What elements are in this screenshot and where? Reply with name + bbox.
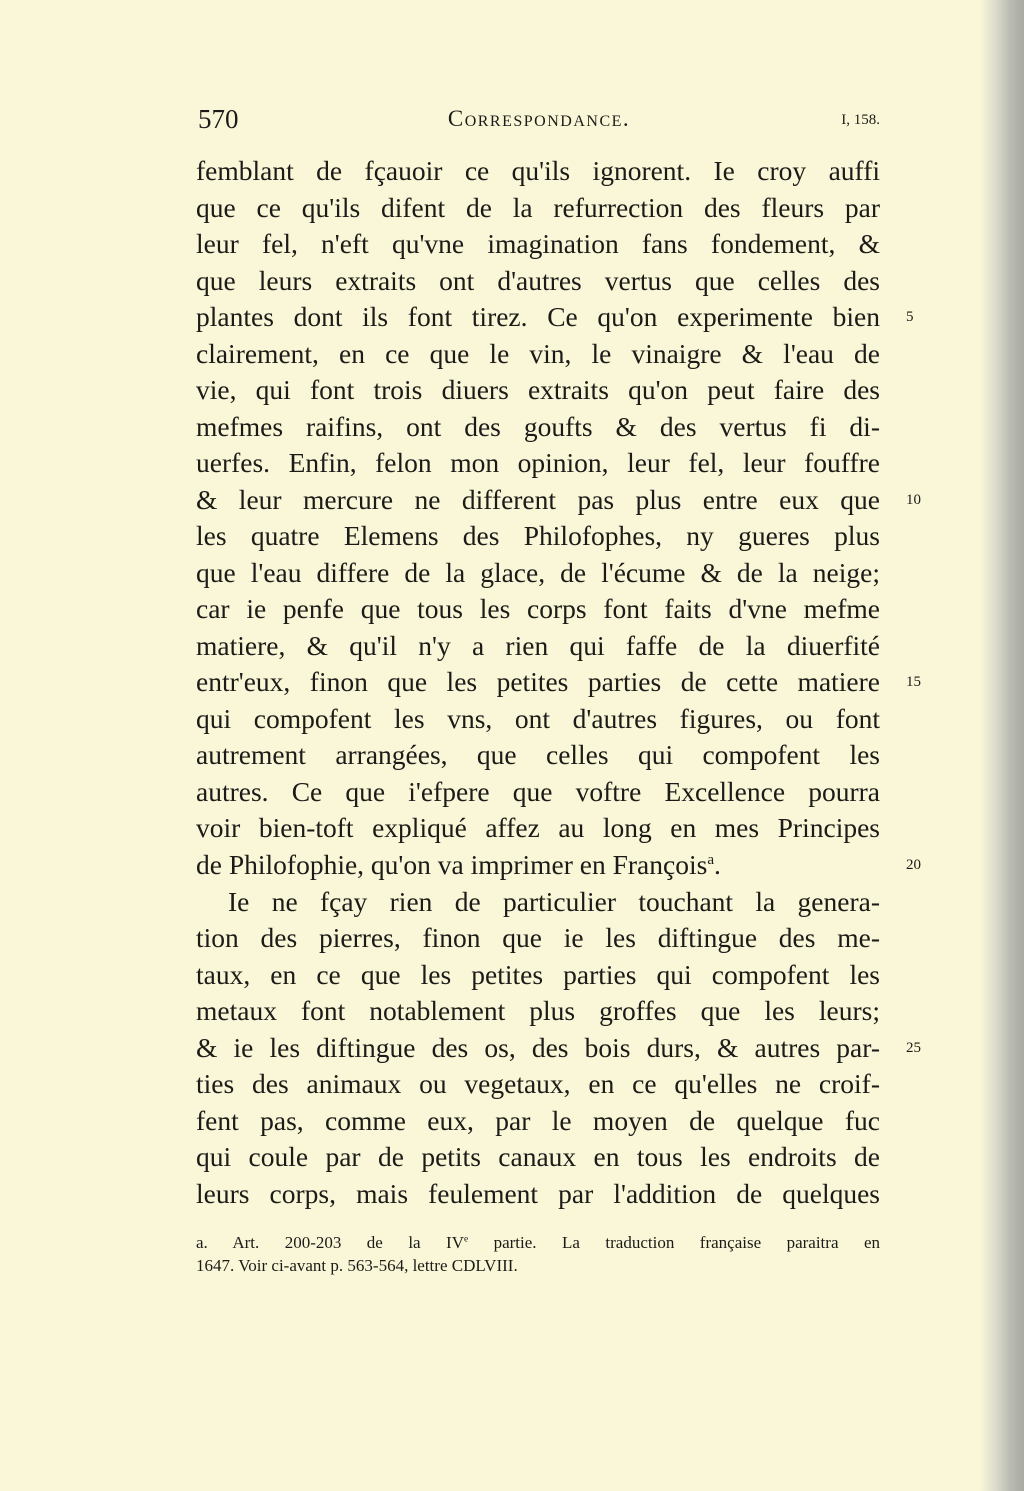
text-line: tion des pierres, finon que ie les diftingue des me- — [196, 922, 880, 953]
running-title: Correspondance. — [447, 106, 631, 131]
line-number-15: 15 — [906, 674, 921, 690]
text-line: taux, en ce que les petites parties qui compofent les — [196, 959, 880, 990]
text-line: autres. Ce que i'efpere que voftre Excellence pourra — [196, 776, 880, 807]
footnote-text-rest: partie. La traduction française paraitra en — [468, 1233, 880, 1252]
text-line: & ie les diftingue des os, des bois durs, & autres par- — [196, 1032, 880, 1063]
text-line: & leur mercure ne different pas plus entre eux que — [196, 484, 880, 515]
text-line: leurs corps, mais feulement par l'addition de quelques — [196, 1178, 880, 1209]
text-line: voir bien-toft expliqué affez au long en mes Principes — [196, 812, 880, 843]
line-number-20: 20 — [906, 857, 921, 873]
text-line: clairement, en ce que le vin, le vinaigre & l'eau de — [196, 338, 880, 369]
page-edge-shadow — [980, 0, 1024, 1491]
text-line: metaux font notablement plus groffes que les leurs; — [196, 995, 880, 1026]
footnote-superscript: e — [463, 1234, 469, 1245]
footnote-text: a. Art. 200-203 de la IV — [196, 1233, 464, 1252]
text-line: plantes dont ils font tirez. Ce qu'on experimente bien — [196, 301, 880, 332]
text-line: Ie ne fçay rien de particulier touchant la genera- — [228, 886, 880, 917]
text-line: de Philofophie, qu'on va imprimer en François$^a$. — [196, 849, 721, 880]
text-line: entr'eux, finon que les petites parties de cette matiere — [196, 666, 880, 697]
text-line-content: de Philofophie, qu'on va imprimer en François — [196, 849, 708, 880]
text-line: mefmes raifins, ont des goufts & des vertus fi di- — [196, 411, 880, 442]
text-line: femblant de fçauoir ce qu'ils ignorent. Ie croy auffi — [196, 155, 880, 186]
footnote-marker: a — [707, 851, 715, 868]
text-line: matiere, & qu'il n'y a rien qui faffe de la diuerfité — [196, 630, 880, 661]
footnote-line: 1647. Voir ci-avant p. 563-564, lettre CDLVIII. — [196, 1256, 518, 1275]
text-line: les quatre Elemens des Philofophes, ny gueres plus — [196, 520, 880, 551]
volume-reference: I, 158. — [841, 112, 880, 128]
running-header — [198, 104, 880, 140]
line-number-10: 10 — [906, 492, 921, 508]
text-line: ties des animaux ou vegetaux, en ce qu'elles ne croif- — [196, 1068, 880, 1099]
text-line: vie, qui font trois diuers extraits qu'on peut faire des — [196, 374, 880, 405]
line-number-5: 5 — [906, 309, 914, 325]
text-line: leur fel, n'eft qu'vne imagination fans fondement, & — [196, 228, 880, 259]
text-line: que ce qu'ils difent de la refurrection des fleurs par — [196, 192, 880, 223]
text-line: qui compofent les vns, ont d'autres figures, ou font — [196, 703, 880, 734]
text-line: fent pas, comme eux, par le moyen de quelque fuc — [196, 1105, 880, 1136]
text-line: autrement arrangées, que celles qui compofent les — [196, 739, 880, 770]
text-line: que leurs extraits ont d'autres vertus que celles des — [196, 265, 880, 296]
line-number-25: 25 — [906, 1040, 921, 1056]
text-line: qui coule par de petits canaux en tous les endroits de — [196, 1141, 880, 1172]
page-number: 570 — [198, 104, 239, 134]
text-line: que l'eau differe de la glace, de l'écume & de la neige; — [196, 557, 880, 588]
text-line: car ie penfe que tous les corps font faits d'vne mefme — [196, 593, 880, 624]
text-line: uerfes. Enfin, felon mon opinion, leur fel, leur fouffre — [196, 447, 880, 478]
